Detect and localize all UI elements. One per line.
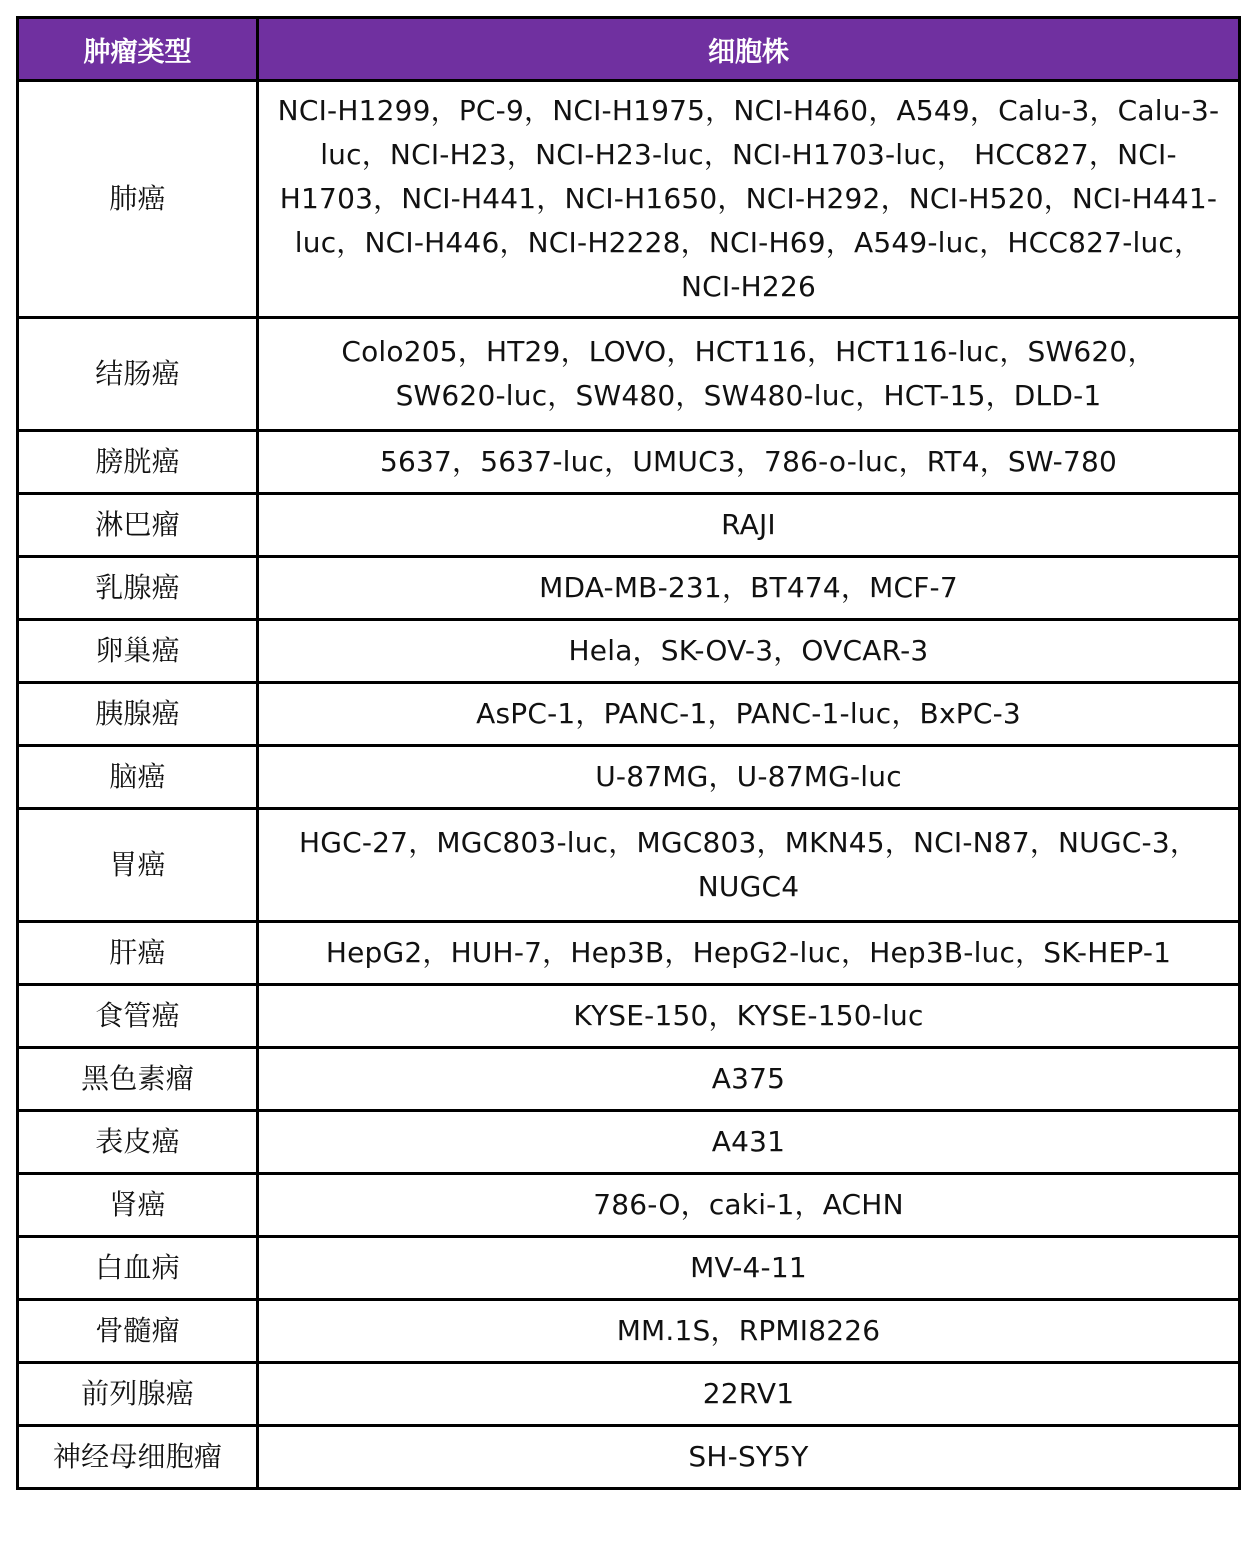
- table-row: [18, 1174, 1240, 1237]
- cell-lines-cell: A431: [258, 1111, 1240, 1174]
- table-row: [18, 1363, 1240, 1426]
- cell-line-table: [16, 16, 1241, 1490]
- cell-lines-cell: RAJI: [258, 494, 1240, 557]
- cell-lines-cell: A375: [258, 1048, 1240, 1111]
- tumor-type-cell: 淋巴瘤: [18, 494, 258, 557]
- tumor-type-cell: 白血病: [18, 1237, 258, 1300]
- tumor-type-cell: 神经母细胞瘤: [18, 1426, 258, 1489]
- cell-lines-cell: Colo205，HT29，LOVO，HCT116，HCT116-luc，SW620，SW620-luc，SW480，SW480-luc，HCT-15，DLD-1: [258, 318, 1240, 431]
- header-tumor-type: 肿瘤类型: [18, 18, 258, 81]
- cell-lines-cell: Hela，SK-OV-3，OVCAR-3: [258, 620, 1240, 683]
- tumor-type-cell: 肝癌: [18, 922, 258, 985]
- cell-lines-cell: SH-SY5Y: [258, 1426, 1240, 1489]
- table-row: [18, 1426, 1240, 1489]
- tumor-type-cell: 前列腺癌: [18, 1363, 258, 1426]
- tumor-type-cell: 肾癌: [18, 1174, 258, 1237]
- table-row: [18, 1111, 1240, 1174]
- cell-lines-cell: HGC-27，MGC803-luc，MGC803，MKN45，NCI-N87，NUGC-3，NUGC4: [258, 809, 1240, 922]
- cell-line-table-container: [16, 16, 1238, 1490]
- table-row: [18, 809, 1240, 922]
- cell-lines-cell: 786-O，caki-1，ACHN: [258, 1174, 1240, 1237]
- tumor-type-cell: 表皮癌: [18, 1111, 258, 1174]
- table-row: [18, 985, 1240, 1048]
- table-row: [18, 1048, 1240, 1111]
- cell-lines-cell: 22RV1: [258, 1363, 1240, 1426]
- table-row: [18, 746, 1240, 809]
- table-row: [18, 557, 1240, 620]
- table-row: [18, 494, 1240, 557]
- cell-lines-cell: U-87MG，U-87MG-luc: [258, 746, 1240, 809]
- tumor-type-cell: 骨髓瘤: [18, 1300, 258, 1363]
- tumor-type-cell: 肺癌: [18, 81, 258, 318]
- table-row: [18, 620, 1240, 683]
- tumor-type-cell: 胃癌: [18, 809, 258, 922]
- tumor-type-cell: 胰腺癌: [18, 683, 258, 746]
- header-cell-line: 细胞株: [258, 18, 1240, 81]
- tumor-type-cell: 乳腺癌: [18, 557, 258, 620]
- tumor-type-cell: 卵巢癌: [18, 620, 258, 683]
- cell-lines-cell: MV-4-11: [258, 1237, 1240, 1300]
- table-row: [18, 1300, 1240, 1363]
- table-row: [18, 318, 1240, 431]
- tumor-type-cell: 脑癌: [18, 746, 258, 809]
- table-row: [18, 683, 1240, 746]
- table-row: [18, 431, 1240, 494]
- cell-lines-cell: MDA-MB-231，BT474，MCF-7: [258, 557, 1240, 620]
- tumor-type-cell: 食管癌: [18, 985, 258, 1048]
- cell-lines-cell: AsPC-1，PANC-1，PANC-1-luc，BxPC-3: [258, 683, 1240, 746]
- table-row: [18, 81, 1240, 318]
- cell-lines-cell: HepG2，HUH-7，Hep3B，HepG2-luc，Hep3B-luc，SK-HEP-1: [258, 922, 1240, 985]
- table-row: [18, 1237, 1240, 1300]
- table-header-row: [18, 18, 1240, 81]
- tumor-type-cell: 膀胱癌: [18, 431, 258, 494]
- cell-lines-cell: KYSE-150，KYSE-150-luc: [258, 985, 1240, 1048]
- cell-lines-cell: 5637，5637-luc，UMUC3，786-o-luc，RT4，SW-780: [258, 431, 1240, 494]
- tumor-type-cell: 结肠癌: [18, 318, 258, 431]
- cell-lines-cell: NCI-H1299，PC-9，NCI-H1975，NCI-H460，A549，Calu-3，Calu-3-luc，NCI-H23，NCI-H23-luc，NCI-H1703-luc， HCC827，NCI-H1703，NCI-H441，NCI-H1650，NCI-H292，NCI-H520，NCI-H441-luc，NCI-H446，NCI-H2228，NCI-H69，A549-luc，HCC827-luc，NCI-H226: [258, 81, 1240, 318]
- table-row: [18, 922, 1240, 985]
- tumor-type-cell: 黑色素瘤: [18, 1048, 258, 1111]
- cell-lines-cell: MM.1S，RPMI8226: [258, 1300, 1240, 1363]
